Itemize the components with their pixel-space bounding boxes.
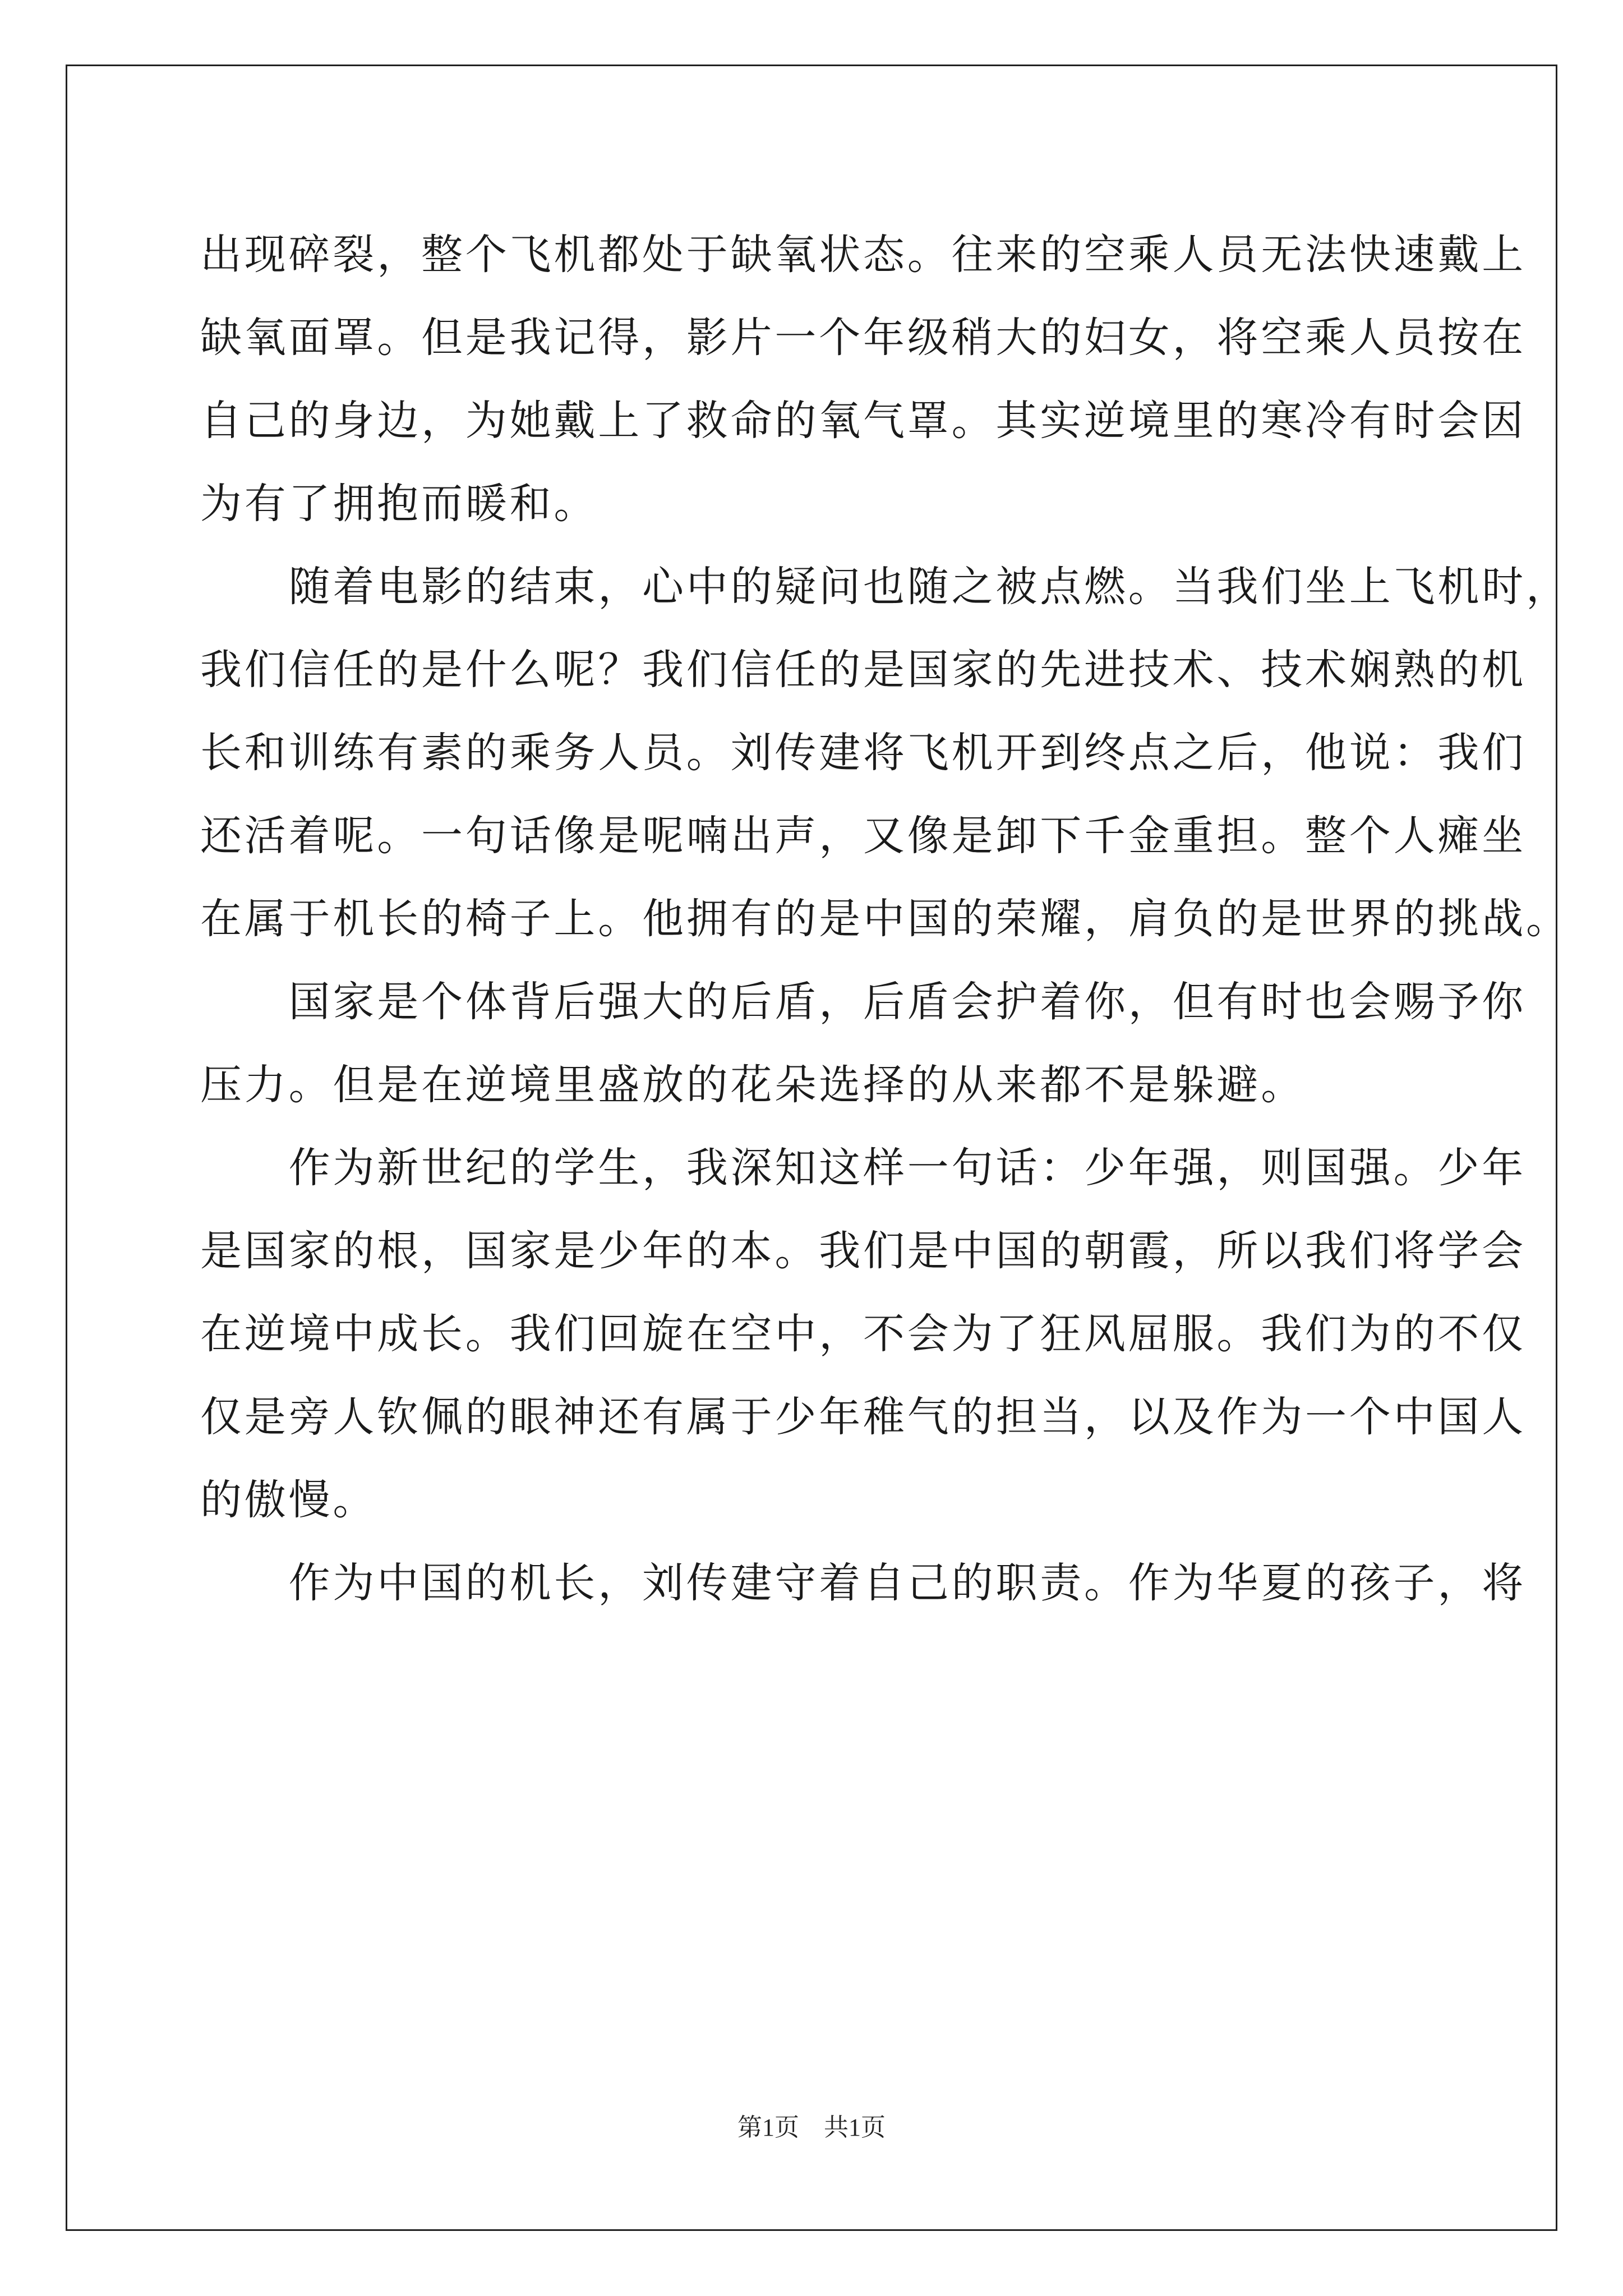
text-line-12: 作为新世纪的学生，我深知这样一句话：少年强，则国强。少年	[200, 1144, 1526, 1192]
text-line-14: 在逆境中成长。我们回旋在空中，不会为了狂风屈服。我们为的不仅	[200, 1310, 1526, 1358]
text-line-17: 作为中国的机长，刘传建守着自己的职责。作为华夏的孩子，将	[200, 1559, 1526, 1607]
page-footer: 第1页 共1页	[737, 2114, 886, 2141]
text-line-4: 为有了拥抱而暖和。	[200, 480, 598, 528]
text-line-16: 的傲慢。	[200, 1476, 377, 1524]
text-line-8: 还活着呢。一句话像是呢喃出声，又像是卸下千金重担。整个人瘫坐	[200, 812, 1526, 860]
text-line-11: 压力。但是在逆境里盛放的花朵选择的从来都不是躲避。	[200, 1061, 1305, 1109]
text-line-3: 自己的身边，为她戴上了救命的氧气罩。其实逆境里的寒冷有时会因	[200, 397, 1526, 445]
text-line-2: 缺氧面罩。但是我记得，影片一个年级稍大的妇女，将空乘人员按在	[200, 314, 1526, 362]
text-line-13: 是国家的根，国家是少年的本。我们是中国的朝霞，所以我们将学会	[200, 1227, 1526, 1275]
text-line-5: 随着电影的结束，心中的疑问也随之被点燃。当我们坐上飞机时，	[200, 563, 1570, 611]
text-line-7: 长和训练有素的乘务人员。刘传建将飞机开到终点之后，他说：我们	[200, 729, 1526, 777]
text-line-1: 出现碎裂，整个飞机都处于缺氧状态。往来的空乘人员无法快速戴上	[200, 231, 1526, 279]
text-line-9: 在属于机长的椅子上。他拥有的是中国的荣耀，肩负的是世界的挑战。	[200, 895, 1570, 943]
text-line-15: 仅是旁人钦佩的眼神还有属于少年稚气的担当，以及作为一个中国人	[200, 1393, 1526, 1441]
text-line-10: 国家是个体背后强大的后盾，后盾会护着你，但有时也会赐予你	[200, 978, 1526, 1026]
document-body	[200, 213, 1570, 1625]
text-line-6: 我们信任的是什么呢？我们信任的是国家的先进技术、技术娴熟的机	[200, 646, 1526, 694]
